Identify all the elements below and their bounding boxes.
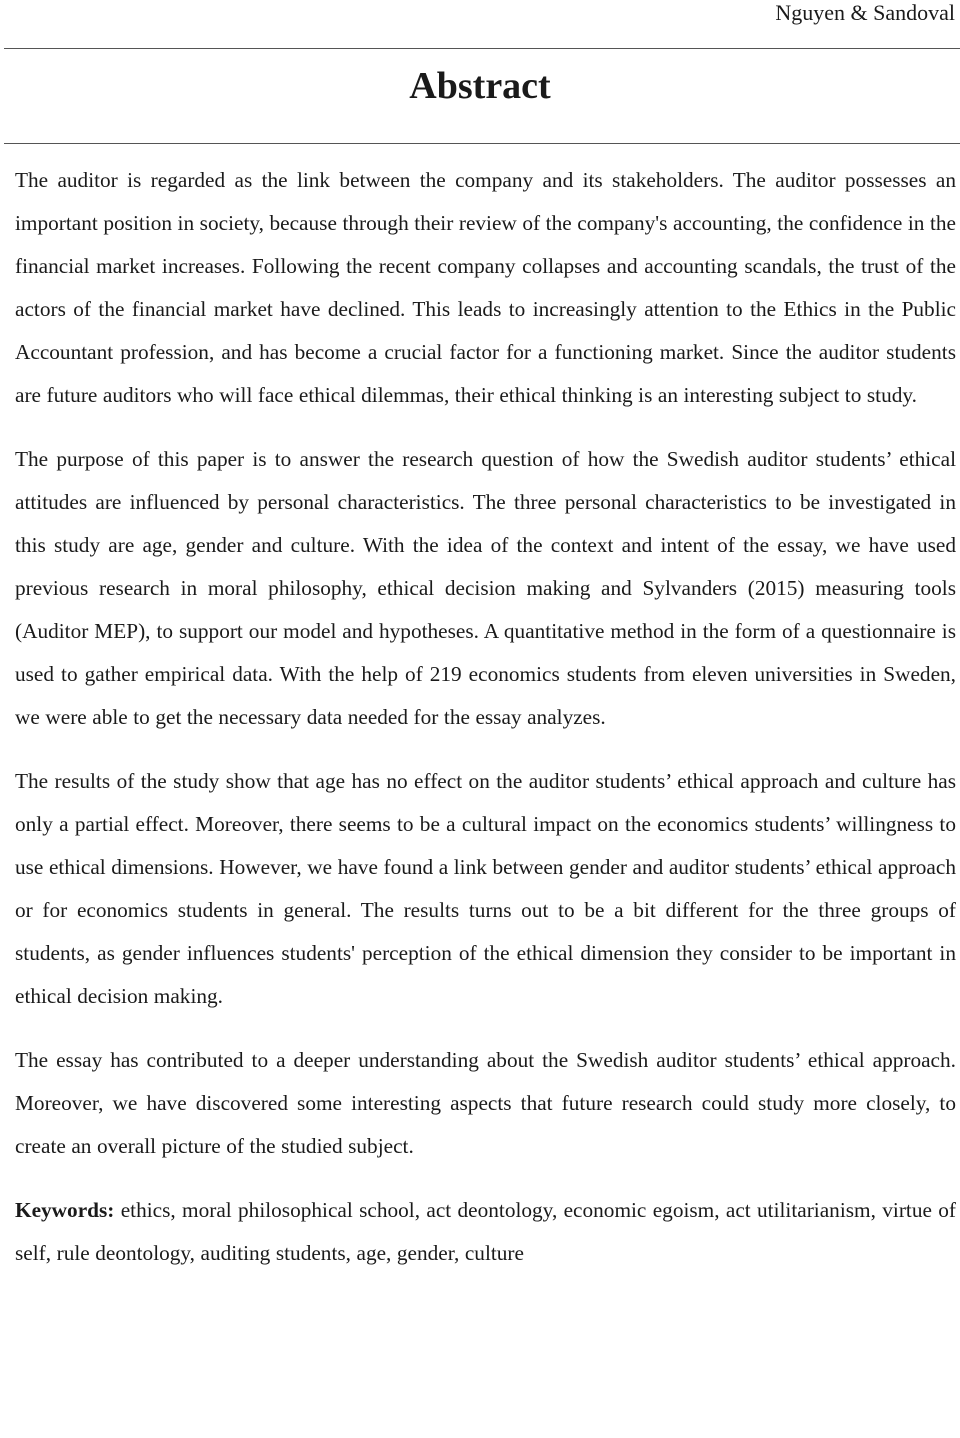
abstract-paragraph-3: The results of the study show that age has no effect on the auditor students’ ethical approach and culture has only a partial effect. Moreover, there seems to be a cultural impact on the economics students’ willingness to use ethical dimensions. However, we have found a link between gender and auditor students’ ethical approach or for economics students in general. The results turns out to be a bit different for the three groups of students, as gender influences students' perception of the ethical dimension they consider to be important in ethical decision making. (15, 769, 956, 1008)
abstract-paragraph-1: The auditor is regarded as the link between the company and its stakeholders. The auditor possesses an important position in society, because through their review of the company's accounting, the confidence in the financial market increases. Following the recent company collapses and accounting scandals, the trust of the actors of the financial market have declined. This leads to increasingly attention to the Ethics in the Public Accountant profession, and has become a crucial factor for a functioning market. Since the auditor students are future auditors who will face ethical dilemmas, their ethical thinking is an interesting subject to study. (15, 168, 956, 407)
abstract-body (15, 159, 956, 1275)
keywords-paragraph (15, 1189, 956, 1275)
abstract-paragraph-4: The essay has contributed to a deeper understanding about the Swedish auditor students’ ethical approach. Moreover, we have discovered some interesting aspects that future research could study more closely, to create an overall picture of the studied subject. (15, 1048, 956, 1158)
title-divider (4, 143, 960, 144)
keywords-list: ethics, moral philosophical school, act deontology, economic egoism, act utilitarianism, virtue of self, rule deontology, auditing students, age, gender, culture (15, 1198, 956, 1265)
abstract-paragraph-2: The purpose of this paper is to answer the research question of how the Swedish auditor students’ ethical attitudes are influenced by personal characteristics. The three personal characteristics to be investigated in this study are age, gender and culture. With the idea of the context and intent of the essay, we have used previous research in moral philosophy, ethical decision making and Sylvanders (2015) measuring tools (Auditor MEP), to support our model and hypotheses. A quantitative method in the form of a questionnaire is used to gather empirical data. With the help of 219 economics students from eleven universities in Sweden, we were able to get the necessary data needed for the essay analyzes. (15, 447, 956, 729)
header-divider (4, 48, 960, 49)
running-header-authors: Nguyen & Sandoval (775, 0, 955, 25)
page-title: Abstract (409, 65, 551, 107)
keywords-label: Keywords: (15, 1198, 115, 1222)
